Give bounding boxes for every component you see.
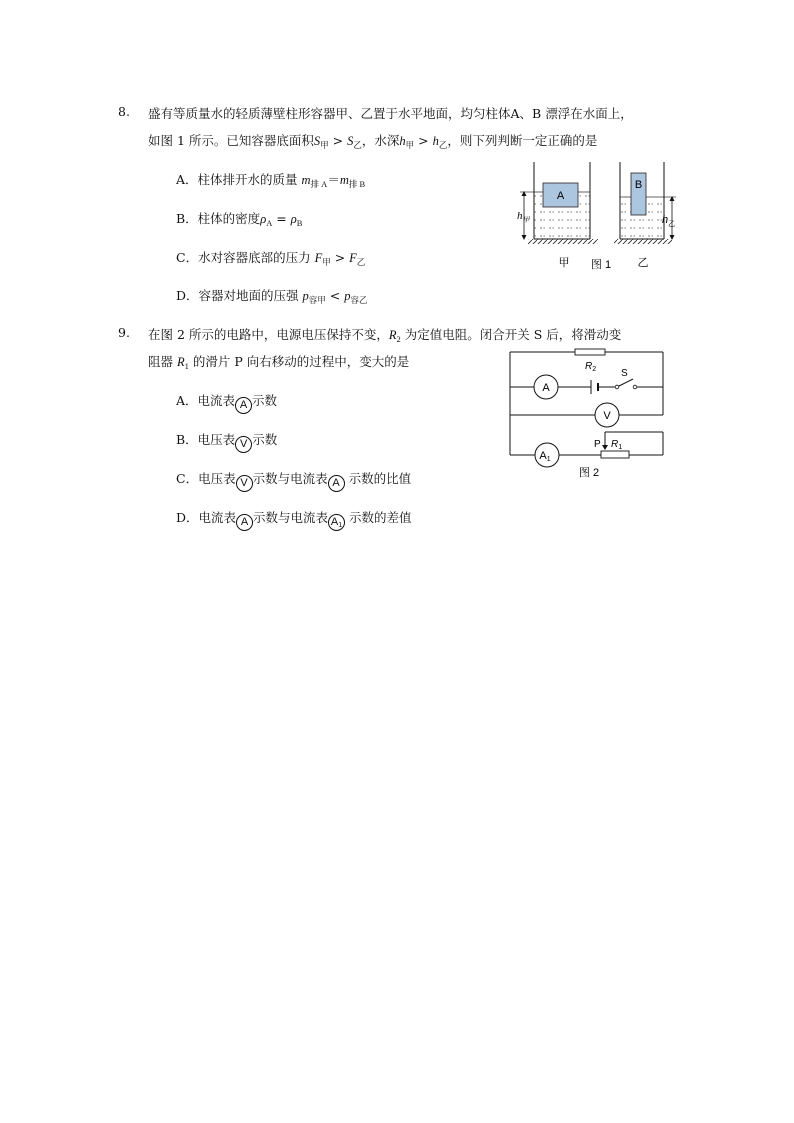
q8-option-d[interactable]: D．容器对地面的压强 $p_{容甲} < p_{容乙}$ (176, 288, 368, 305)
q8-stem-line1: 盛有等质量水的轻质薄壁柱形容器甲、乙置于水平地面，均匀柱体A、B 漂浮在水面上， (148, 106, 633, 121)
depth-label-yi: $h_乙$ (662, 214, 676, 228)
q8-option-a[interactable]: A．柱体排开水的质量 $m_{排 A}=m_{排 B}$ (176, 172, 366, 189)
voltmeter-v-label: V (603, 410, 611, 422)
q9-stem-line2: 阻器 $R_1$ 的滑片 P 向右移动的过程中，变大的是 (148, 354, 410, 371)
ammeter-a-icon: A (328, 475, 345, 492)
q8-symbol-S-yi: $S_乙$ (347, 134, 362, 150)
caption-yi: 乙 (637, 257, 649, 269)
q8-stem-text-a: 如图 1 所示。已知容器底面积 (148, 133, 314, 148)
q8-stem-text-b: ，水深 (361, 133, 400, 148)
figure-2-circuit (505, 340, 677, 480)
q8-symbol-h-yi: $h_乙$ (432, 134, 448, 150)
block-a-label: A (556, 190, 565, 202)
q8-option-c[interactable]: C．水对容器底部的压力 $F_甲 > F_乙$ (176, 250, 366, 267)
q8-option-b[interactable]: B．柱体的密度$\rho_A = \rho_B$ (176, 211, 303, 228)
caption-jia: 甲 (558, 257, 570, 269)
ammeter-a-icon: A (235, 397, 252, 414)
voltmeter-v-icon: V (235, 436, 252, 453)
figure-1 (512, 160, 688, 272)
ammeter-a-label: A (542, 382, 550, 394)
q8-symbol-h-jia: $h_甲$ (399, 134, 415, 150)
switch-contact (633, 385, 637, 389)
q9-option-b[interactable]: B．电压表 V 示数 (176, 430, 277, 453)
q8-stem-text-c: ，则下列判断一定正确的是 (447, 133, 598, 148)
rheostat-r1-label: $R_1$ (611, 439, 623, 451)
q8-symbol-S-jia: $S_甲$ (313, 134, 329, 150)
switch-pivot (615, 385, 619, 389)
caption-figure-2: 图 2 (578, 467, 600, 479)
resistor-r2 (575, 349, 605, 355)
q8-gt-2: > (414, 133, 433, 148)
ammeter-a-icon: A (236, 514, 253, 531)
ammeter-a1-icon: A1 (328, 514, 345, 531)
q9-option-c[interactable]: C．电压表 V 示数与电流表 A 示数的比值 (176, 469, 411, 492)
switch-label: S (621, 368, 628, 379)
slider-p-label: P (594, 439, 601, 450)
q8-stem-line2 (148, 131, 597, 151)
q8-gt-1: > (328, 133, 348, 148)
q9-option-d[interactable]: D．电流表 A 示数与电流表 A1 示数的差值 (176, 510, 412, 529)
rheostat-r1 (601, 451, 629, 458)
slider-p-arrow (602, 445, 608, 450)
voltmeter-v-icon: V (236, 475, 253, 492)
depth-label-jia: $h_甲$ (517, 210, 530, 224)
q8-number: 8. (118, 104, 130, 119)
q9-number: 9. (118, 325, 130, 340)
ammeter-a1-label: A1 (539, 450, 551, 463)
q9-stem-line1: 在图 2 所示的电路中，电源电压保持不变，$R_2$ 为定值电阻。闭合开关 S 后，将滑动变 (148, 327, 622, 344)
q9-option-a[interactable]: A．电流表 A 示数 (176, 391, 277, 414)
resistor-r2-label: $R_2$ (585, 361, 597, 373)
caption-figure-1: 图 1 (590, 259, 612, 271)
block-b-label: B (634, 179, 643, 191)
